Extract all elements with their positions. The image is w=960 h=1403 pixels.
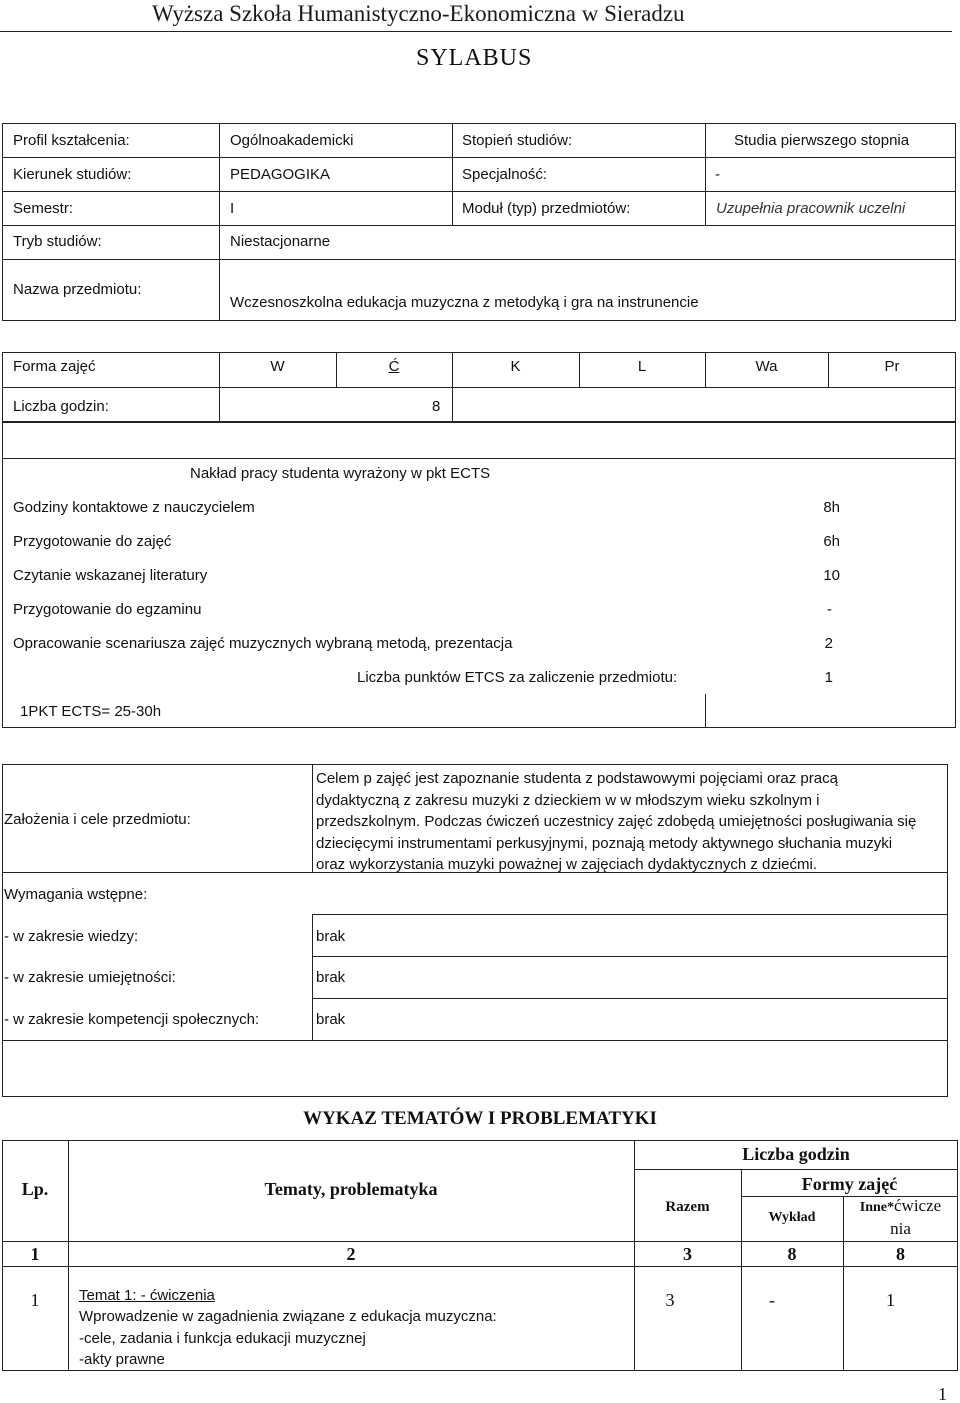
tryb-label: Tryb studiów:: [13, 233, 102, 250]
requirements-skills-label: - w zakresie umiejętności:: [4, 969, 176, 986]
topics-col-hours: Liczba godzin: [742, 1144, 850, 1164]
liczba-godzin-label: Liczba godzin:: [13, 398, 109, 415]
requirements-label: Wymagania wstępne:: [4, 886, 148, 903]
kierunek-label: Kierunek studiów:: [13, 166, 132, 183]
topic-row-title: Temat 1: - ćwiczenia: [79, 1287, 215, 1304]
ects-row-value: 2: [824, 635, 833, 652]
topics-colnum-2: 2: [346, 1244, 356, 1264]
header-rule: [0, 31, 952, 32]
profil-value: Ogólnoakademicki: [230, 132, 354, 149]
stopien-value: Studia pierwszego stopnia: [734, 132, 910, 149]
ects-row-value: -: [827, 601, 832, 618]
ects-title: Nakład pracy studenta wyrażony w pkt ECTS: [190, 465, 491, 482]
topics-col-inne: Inne*ćwicze: [859, 1196, 942, 1215]
requirements-knowledge-label: - w zakresie wiedzy:: [4, 928, 139, 945]
nazwa-value: Wczesnoszkolna edukacja muzyczna z metodyką i gra na instrunencie: [230, 294, 699, 311]
topic-row-line: -cele, zadania i funkcja edukacji muzycznej: [79, 1330, 366, 1347]
topics-colnum-5: 8: [896, 1244, 905, 1264]
topics-col-forms: Formy zajęć: [801, 1174, 898, 1194]
topics-col-razem: Razem: [665, 1199, 710, 1215]
ects-points-label: Liczba punktów ETCS za zaliczenie przedmiotu:: [357, 669, 678, 686]
ects-row-value: 6h: [823, 533, 840, 550]
topic-row-razem: 3: [665, 1290, 675, 1310]
ects-row-label: Przygotowanie do zajęć: [13, 533, 172, 550]
ects-row-value: 10: [823, 567, 840, 584]
ects-note: 1PKT ECTS= 25-30h: [20, 703, 162, 720]
topics-colnum-4: 8: [787, 1244, 797, 1264]
requirements-knowledge-value: brak: [316, 928, 346, 945]
forma-zajec-label: Forma zajęć: [13, 358, 96, 375]
form-k: K: [510, 358, 521, 375]
ects-row-label: Przygotowanie do egzaminu: [13, 601, 202, 618]
topics-col-lp: Lp.: [21, 1179, 49, 1199]
ects-row-label: Godziny kontaktowe z nauczycielem: [13, 499, 255, 516]
liczba-godzin-w: 8: [432, 398, 441, 415]
topic-row-line: Wprowadzenie w zagadnienia związane z edukacja muzyczna:: [79, 1308, 497, 1325]
requirements-skills-value: brak: [316, 969, 346, 986]
tryb-value: Niestacjonarne: [230, 233, 331, 250]
school-name: Wyższa Szkoła Humanistyczno-Ekonomiczna w Sieradzu: [152, 1, 685, 26]
stopien-label: Stopień studiów:: [462, 132, 573, 149]
topics-col-wyklad: Wykład: [768, 1210, 816, 1225]
ects-row-label: Czytanie wskazanej literatury: [13, 567, 208, 584]
document-title: SYLABUS: [416, 45, 533, 71]
topic-row-wyklad: -: [769, 1290, 775, 1310]
semestr-value: I: [230, 200, 235, 217]
form-c: Ć: [388, 358, 400, 375]
nazwa-label: Nazwa przedmiotu:: [13, 281, 142, 298]
ects-points-value: 1: [824, 669, 833, 686]
topics-col-topics: Tematy, problematyka: [264, 1179, 438, 1199]
requirements-competence-value: brak: [316, 1011, 346, 1028]
profil-label: Profil kształcenia:: [13, 132, 130, 149]
topics-colnum-1: 1: [30, 1244, 40, 1264]
form-w: W: [270, 358, 285, 375]
form-wa: Wa: [755, 358, 778, 375]
topic-row-inne: 1: [886, 1290, 895, 1310]
goals-label: Założenia i cele przedmiotu:: [4, 811, 191, 828]
topic-row-line: -akty prawne: [79, 1351, 165, 1368]
topics-title: WYKAZ TEMATÓW I PROBLEMATYKI: [303, 1108, 657, 1129]
form-pr: Pr: [884, 358, 900, 375]
modul-value: Uzupełnia pracownik uczelni: [716, 200, 906, 217]
ects-row-value: 8h: [823, 499, 840, 516]
kierunek-value: PEDAGOGIKA: [230, 166, 331, 183]
form-l: L: [637, 358, 647, 375]
goals-line: przedszkolnym. Podczas ćwiczeń uczestnicy zajęć zdobędą umiejętności posługiwania się: [316, 813, 917, 830]
goals-line: Celem p zajęć jest zapoznanie studenta z podstawowymi pojęciami oraz pracą: [316, 770, 838, 787]
requirements-competence-label: - w zakresie kompetencji społecznych:: [4, 1011, 260, 1028]
goals-line: oraz wykorzystania muzyki poważnej w zajęciach dydaktycznych z dziećmi.: [316, 856, 818, 873]
ects-row-label: Opracowanie scenariusza zajęć muzycznych wybraną metodą, prezentacja: [13, 635, 513, 652]
page-number: 1: [938, 1384, 947, 1403]
specjalnosc-value: -: [715, 166, 720, 183]
goals-line: dziecięcymi instrumentami perkusyjnymi, poznają metody aktywnego słuchania muzyki: [316, 834, 893, 852]
modul-label: Moduł (typ) przedmiotów:: [462, 200, 631, 217]
semestr-label: Semestr:: [13, 200, 74, 217]
topics-colnum-3: 3: [683, 1244, 692, 1264]
specjalnosc-label: Specjalność:: [462, 166, 548, 183]
info-table-border: [2, 123, 956, 321]
topic-row-lp: 1: [30, 1290, 40, 1310]
topics-col-nia: nia: [890, 1219, 911, 1238]
goals-line: dydaktyczną z zakresu muzyki z dzieckiem w w młodszym wieku szkolnym i: [316, 791, 820, 809]
